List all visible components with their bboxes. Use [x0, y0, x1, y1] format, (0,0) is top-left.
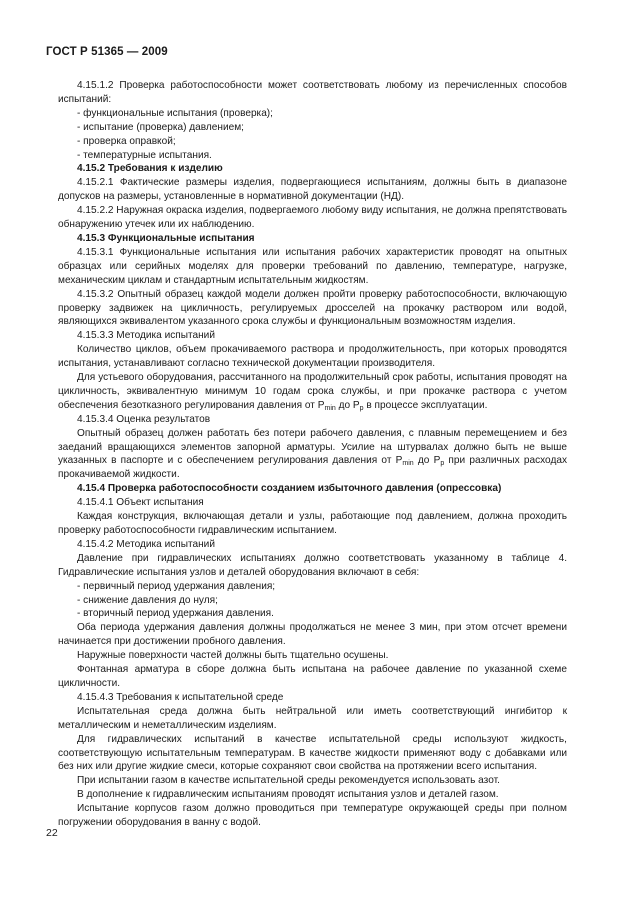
- section-heading: 4.15.4 Проверка работоспособности созданием избыточного давления (опрессовка): [77, 483, 502, 495]
- text: Для устьевого оборудования, рассчитанного на продолжительный срок работы, испытания проводят на цикличность, эквивалентную минимум 10 годам срока службы, и при прокачке раствора с учетом обеспечения безотказного регулирования давления от: [58, 372, 567, 411]
- text: в процессе эксплуатации.: [363, 399, 488, 411]
- document-body: [58, 79, 567, 830]
- paragraph: Количество циклов, объем прокачиваемого раствора и продолжительность, при которых проводятся испытания, устанавливают согласно технической документации производителя.: [58, 344, 567, 370]
- paragraph: Наружные поверхности частей должны быть тщательно осушены.: [77, 650, 389, 662]
- paragraph: 4.15.1.2 Проверка работоспособности может соответствовать любому из перечисленных способов испытаний:: [58, 80, 567, 105]
- subsection-title: 4.15.4.2 Методика испытаний: [77, 538, 215, 550]
- text: при различных расходах прокачиваемой жидкости.: [58, 455, 567, 481]
- section-heading: 4.15.3 Функциональные испытания: [77, 232, 255, 244]
- standard-header: ГОСТ Р 51365 — 2009: [46, 46, 168, 58]
- text: до: [335, 399, 353, 411]
- formula-subscript: min: [324, 404, 336, 412]
- paragraph-with-formula: [58, 371, 567, 413]
- list-item: - первичный период удержания давления;: [77, 580, 276, 592]
- paragraph-with-formula: [58, 427, 567, 483]
- formula-subscript: p: [359, 404, 364, 412]
- paragraph: Для гидравлических испытаний в качестве испытательной среды используют жидкость, соответствующую испытательным температурам. В качестве жидкости применяют воду с добавками или без них или другие жидкие смеси, которые сохраняют свои свойства на протяжении всего испытания.: [58, 733, 567, 773]
- formula-variable: P: [433, 455, 441, 467]
- page-number: 22: [46, 827, 58, 839]
- paragraph: Испытательная среда должна быть нейтральной или иметь соответствующий ингибитор к металлическим и неметаллическим изделиям.: [58, 705, 567, 731]
- formula-variable: P: [395, 455, 403, 467]
- paragraph: Фонтанная арматура в сборе должна быть испытана на рабочее давление по указанной схеме цикличности.: [58, 664, 567, 689]
- list-item: - снижение давления до нуля;: [77, 594, 218, 606]
- text: Опытный образец должен работать без потери рабочего давления, с плавным перемещением и без заеданий вращающихся элементов запорной арматуры. Усилие на штурвалах должно быть не выше указанных в паспорте и с обеспечением регулирования давления от: [58, 427, 567, 467]
- paragraph: Оба периода удержания давления должны продолжаться не менее 3 мин, при этом отсчет времени начинается при достижении пробного давления.: [58, 622, 567, 648]
- formula-subscript: min: [402, 460, 414, 468]
- paragraph: Каждая конструкция, включающая детали и узлы, работающие под давлением, должна проходить проверку работоспособности гидравлическим испытанием.: [58, 511, 567, 536]
- paragraph: В дополнение к гидравлическим испытаниям проводят испытания узлов и деталей газом.: [77, 789, 499, 801]
- paragraph: 4.15.2.2 Наружная окраска изделия, подвергаемого любому виду испытания, не должна препятствовать обнаружению утечек или их наблюдению.: [58, 205, 567, 231]
- paragraph: Испытание корпусов газом должно проводиться при температуре окружающей среды при полном погружении оборудования в ванну с водой.: [58, 803, 567, 829]
- list-item: - вторичный период удержания давления.: [77, 608, 274, 620]
- formula-variable: P: [317, 399, 325, 411]
- subsection-title: 4.15.3.4 Оценка результатов: [77, 413, 211, 425]
- text: до: [413, 455, 434, 467]
- paragraph: 4.15.3.1 Функциональные испытания или испытания рабочих характеристик проводят на опытных образцах или серийных моделях для проверки требований по давлению, температуре, нагрузке, механическим циклам и стандартным испытательным жидкостям.: [58, 246, 567, 286]
- subsection-title: 4.15.3.3 Методика испытаний: [77, 330, 215, 342]
- list-item: - функциональные испытания (проверка);: [77, 107, 273, 119]
- list-item: - температурные испытания.: [77, 149, 212, 161]
- list-item: - испытание (проверка) давлением;: [77, 121, 244, 133]
- list-item: - проверка оправкой;: [77, 135, 176, 147]
- section-heading: 4.15.2 Требования к изделию: [77, 163, 223, 175]
- paragraph: Давление при гидравлических испытаниях должно соответствовать указанному в таблице 4. Гидравлические испытания узлов и деталей оборудования включают в себя:: [58, 552, 567, 578]
- subsection-title: 4.15.4.1 Объект испытания: [77, 497, 204, 509]
- formula-variable: P: [352, 399, 360, 411]
- paragraph: 4.15.2.1 Фактические размеры изделия, подвергающиеся испытаниям, должны быть в диапазоне допусков на размеры, установленные в нормативной документации (НД).: [58, 177, 567, 203]
- paragraph: При испытании газом в качестве испытательной среды рекомендуется использовать азот.: [77, 775, 500, 787]
- formula-subscript: p: [440, 460, 445, 468]
- paragraph: 4.15.3.2 Опытный образец каждой модели должен пройти проверку работоспособности, включающую проверку задвижек на цикличность, регулируемых дросселей на прокачку раствором или водой, являющихся эквивалентом указанного срока службы и функциональным возможностям изделия.: [58, 288, 567, 328]
- subsection-title: 4.15.4.3 Требования к испытательной среде: [77, 691, 284, 703]
